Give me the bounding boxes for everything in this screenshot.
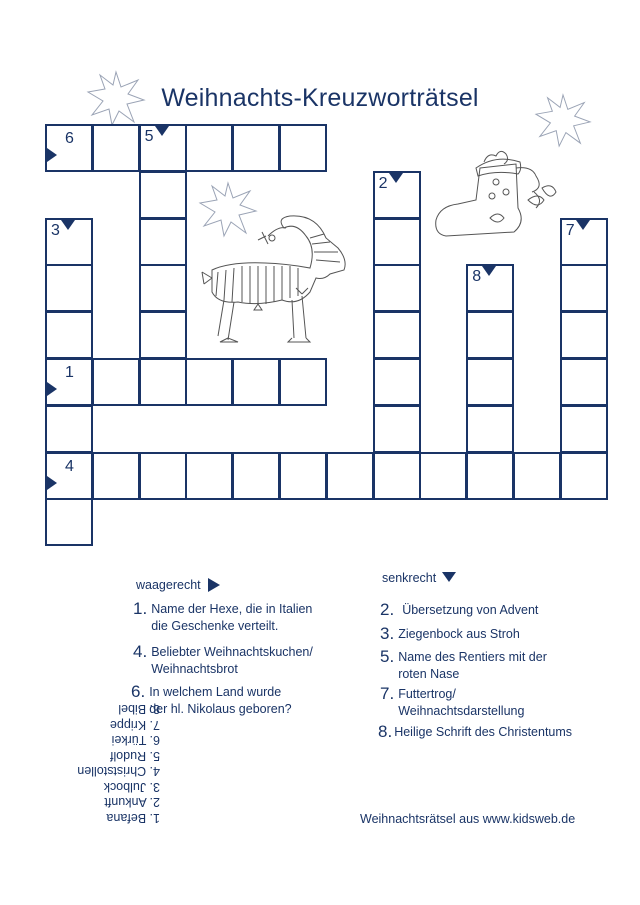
clue-text: Heilige Schrift des Christentums [394,725,573,739]
crossword-cell[interactable] [139,311,187,359]
clue-number: 4. [133,642,148,661]
crossword-cell[interactable] [139,452,187,500]
cell-number: 7 [565,221,575,239]
across-heading-label: waagerecht [136,578,201,592]
arrow-down-icon [442,572,456,582]
crossword-cell[interactable] [279,358,327,406]
clue-down-8 [378,723,572,742]
clue-number: 8. [378,722,393,741]
cell-number: 5 [144,128,154,145]
crossword-cell[interactable] [45,405,93,453]
clue-text: Name der Hexe, die in Italien [151,602,313,616]
solution-item: 2. Ankunft [104,795,160,810]
crossword-cell[interactable] [466,358,514,406]
crossword-cell[interactable] [560,264,608,312]
clue-text: Weihnachtsbrot [151,662,238,676]
crossword-cell[interactable] [419,452,467,500]
crossword-cell[interactable] [185,358,233,406]
clue-down-5 [380,648,547,683]
clue-down-2 [380,601,538,620]
crossword-cell[interactable] [560,358,608,406]
crossword-cell[interactable] [92,358,140,406]
clue-number: 1. [133,599,148,618]
arrow-right-icon [47,476,57,490]
arrow-right-icon [47,148,57,162]
crossword-cell[interactable] [185,124,233,172]
crossword-cell[interactable] [466,264,514,312]
clue-number: 2. [380,600,395,619]
crossword-cell[interactable] [45,452,93,500]
clue-down-3 [380,625,520,644]
crossword-cell[interactable] [45,218,93,266]
across-heading [136,575,216,592]
crossword-cell[interactable] [560,311,608,359]
crossword-cell[interactable] [560,405,608,453]
clue-number: 3. [380,624,395,643]
crossword-cell[interactable] [232,124,280,172]
crossword-cell[interactable] [45,498,93,546]
crossword-cell[interactable] [92,124,140,172]
crossword-cell[interactable] [139,218,187,266]
crossword-cell[interactable] [560,452,608,500]
arrow-right-icon [47,382,57,396]
crossword-cell[interactable] [373,171,421,219]
crossword-cell[interactable] [45,124,93,172]
page-title: Weihnachts-Kreuzworträtsel [161,84,479,112]
down-heading [382,571,454,585]
cell-number: 8 [472,268,482,286]
crossword-cell[interactable] [45,264,93,312]
solution-item: 8. Bibel [118,702,160,717]
cell-number: 2 [378,174,388,192]
crossword-cell[interactable] [466,405,514,453]
solution-item: 1. Befana [106,811,160,825]
clue-text: Futtertrog/ [398,687,456,701]
crossword-cell[interactable] [45,358,93,406]
crossword-cell[interactable] [466,452,514,500]
crossword-cell[interactable] [560,218,608,266]
crossword-cell[interactable] [326,452,374,500]
arrow-down-icon [482,266,496,276]
cell-number: 4 [65,457,74,475]
crossword-cell[interactable] [139,171,187,219]
clue-number: 7. [380,684,395,703]
clue-text: Name des Rentiers mit der [398,650,547,664]
crossword-cell[interactable] [373,358,421,406]
crossword-cell[interactable] [279,124,327,172]
solution-item: 6. Türkei [111,733,160,748]
clue-text: die Geschenke verteilt. [151,619,279,633]
crossword-cell[interactable] [513,452,561,500]
clue-text: Weihnachtsdarstellung [398,704,525,718]
crossword-cell[interactable] [373,405,421,453]
clue-across-4 [133,643,313,678]
clue-text: Beliebter Weihnachtskuchen/ [151,645,313,659]
crossword-cell[interactable] [139,358,187,406]
crossword-cell[interactable] [139,264,187,312]
crossword-cell[interactable] [373,218,421,266]
crossword-cell[interactable] [279,452,327,500]
crossword-cell[interactable] [232,452,280,500]
clue-text: der hl. Nikolaus geboren? [149,702,292,716]
crossword-cell[interactable] [373,452,421,500]
solution-item: 3. Julbock [103,780,160,794]
arrow-down-icon [389,173,403,183]
solution-item: 4. Christstollen [77,764,160,779]
crossword-cell[interactable] [185,452,233,500]
clue-text: Übersetzung von Advent [402,603,539,617]
clue-text: Ziegenbock aus Stroh [398,627,520,641]
clue-number: 5. [380,647,395,666]
clue-number: 6. [131,682,146,701]
clue-down-7 [380,685,524,720]
down-heading-label: senkrecht [382,571,437,585]
arrow-down-icon [155,126,169,136]
clue-text: In welchem Land wurde [149,685,282,699]
clue-text: roten Nase [398,667,460,681]
cell-number: 1 [65,364,74,381]
clue-across-1 [133,600,312,635]
crossword-cell[interactable] [232,358,280,406]
arrow-right-icon [208,578,220,592]
crossword-cell[interactable] [373,311,421,359]
solutions-list [50,700,160,825]
cell-number: 3 [51,221,60,239]
solution-item: 7. Krippe [109,718,160,732]
crossword-cell[interactable] [92,452,140,500]
arrow-down-icon [576,220,590,230]
crossword-cell[interactable] [373,264,421,312]
crossword-cell[interactable] [139,124,187,172]
crossword-cell[interactable] [466,311,514,359]
cell-number: 6 [65,130,74,147]
arrow-down-icon [61,220,75,230]
footer-credit: Weihnachtsrätsel aus www.kidsweb.de [360,812,576,826]
crossword-cell[interactable] [45,311,93,359]
solution-item: 5. Rudolf [109,749,160,763]
